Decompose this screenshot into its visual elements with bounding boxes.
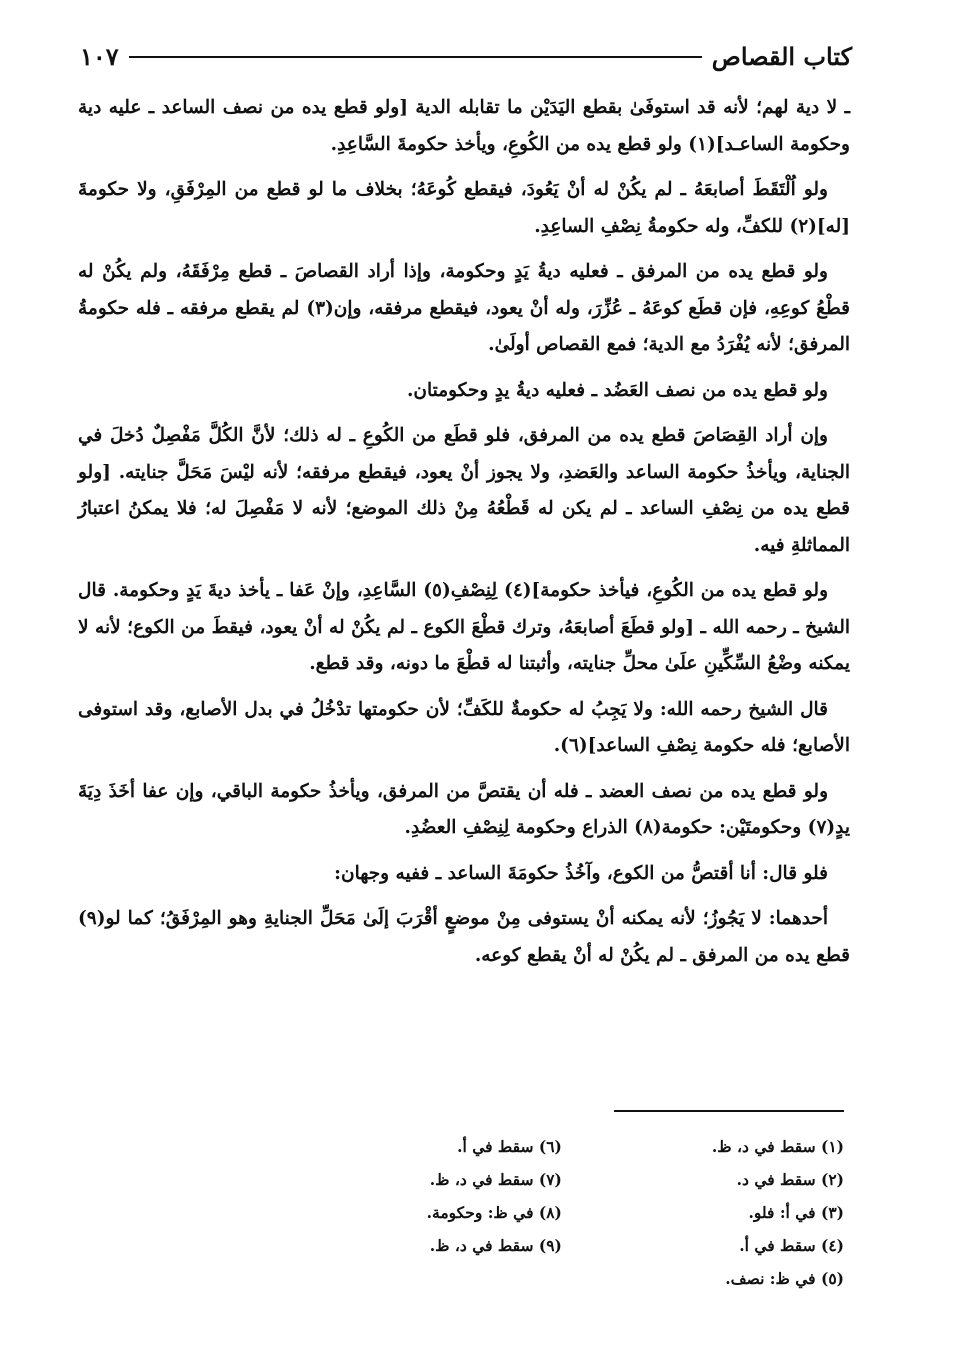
running-title: كتاب القصاص [711, 42, 852, 71]
page-number: ١٠٧ [80, 42, 119, 71]
page-header [80, 42, 852, 71]
footnote: (٢) سقط في د. [736, 1170, 844, 1189]
footnote: (٧) سقط في د، ظ. [429, 1170, 562, 1189]
header-rule [129, 56, 702, 58]
footnote: (٣) في أ: فلو. [748, 1203, 844, 1222]
paragraph: ولو قطع يده من نصف العَضُد ـ فعليه ديةُ يدٍ وحكومتان. [406, 379, 828, 401]
footnotes-column-left [427, 1130, 562, 1295]
footnotes-column-right [712, 1130, 844, 1295]
footnote: (٦) سقط في أ. [457, 1137, 562, 1156]
footnote: (١) سقط في د، ظ. [711, 1137, 844, 1156]
footnote: (٨) في ظ: وحكومة. [426, 1203, 562, 1222]
paragraph: فلو قال: أنا أقتصُّ من الكوع، وآخُذُ حكومَةَ الساعد ـ ففيه وجهان: [334, 862, 828, 884]
paragraph: وإن أراد القِصَاصَ قطع يده من المرفق، فلو قطَع من الكُوعِ ـ له ذلك؛ لأنَّ الكُلَّ مَفْصِلٌ دُخلَ في الجناية، ويأخذُ حكومة الساعد والعَضدِ، ولا يجوز أنْ يعود، فيقطع مرفقه؛ لأنه ليْسَ مَحَلَّ جنايته. [ولو قطع يده من نِصْفِ الساعد ـ لم يكن له قَطْعُهُ مِنْ ذلك الموضع؛ لأنه لا مَفْصِلَ له؛ فلا يمكنُ اعتبارُ المماثلةِ فيه. [78, 425, 850, 556]
footnote: (٩) سقط في د، ظ. [429, 1236, 562, 1255]
paragraph: ولو قطع يده من الكُوعِ، فيأخذ حكومة](٤) لِنِصْفِ(٥) السَّاعِدِ، وإنْ عَفا ـ يأخذ ديةَ يَدٍ وحكومة. قال الشيخ ـ رحمه الله ـ [ولو قطَعَ أصابعَهُ، وترك قطْعَ الكوع ـ لم يكُنْ له أنْ يعود، فيقطَ من الكوع؛ لأنه لا يمكنه وضْعُ السِّكِّينِ علَىٰ محلِّ جنايته، وأثبتنا له قطْعَ ما دونه، وقد قطع. [78, 580, 850, 674]
footnote: (٤) سقط في أ. [739, 1236, 844, 1255]
paragraph: ولو قطع يده من المرفق ـ فعليه ديةُ يَدٍ وحكومة، وإذا أراد القصاصَ ـ قطع مِرْفَقَهُ، ولم يكُنْ له قطْعُ كوعِهِ، فإن قطَع كوعَهُ ـ عُزِّرَ، وله أنْ يعود، فيقطع مرفقه، وإن(٣) لم يقطع مرفقه ـ فله حكومةُ المرفق؛ لأنه يُفْرَدُ مع الدية؛ فمع القصاص أولَىٰ. [78, 261, 850, 355]
paragraph: ـ لا دية لهم؛ لأنه قد استوفَىٰ بقطع اليَدَيْن ما تقابله الدية [ولو قطع يده من نصف الساعد ـ عليه دية وحكومة الساعـد](١) ولو قطع يده من الكُوعِ، ويأخذ حكومةَ السَّاعِدِ. [78, 97, 850, 155]
footnote: (٥) في ظ: نصف. [725, 1269, 844, 1288]
main-text [78, 90, 850, 983]
paragraph: قال الشيخ رحمه الله: ولا يَجِبُ له حكومةٌ للكَفِّ؛ لأن حكومتها تدْخُلُ في بدل الأصابع، وقد استوفى الأصابع؛ فله حكومة نِصْفِ الساعد](٦). [78, 698, 850, 756]
paragraph: ولو اُلْتَقَطَ أصابعَهُ ـ لم يكُنْ له أنْ يَعُودَ، فيقطع كُوعَهُ؛ بخلاف ما لو قطع من المِرْفَقِ، ولا حكومةَ [له](٢) للكفِّ، وله حكومةُ نِصْفِ الساعِدِ. [78, 179, 850, 237]
footnote-separator [614, 1110, 844, 1112]
footnotes [250, 1130, 844, 1295]
paragraph: ولو قطع يده من نصف العضد ـ فله أن يقتصَّ من المرفق، ويأخذُ حكومة الباقي، وإن عفا أخَذَ دِيَةَ يدٍ(٧) وحكومتَيْن: حكومة(٨) الذراع وحكومة لِنِصْفِ العضُدِ. [78, 780, 850, 838]
paragraph: أحدهما: لا يَجُوزُ؛ لأنه يمكنه أنْ يستوفى مِنْ موضعٍ أقْرَبَ إلَىٰ مَحَلِّ الجنايةِ وهو المِرْفَقُ؛ كما لو(٩) قطع يده من المرفق ـ لم يكُنْ له أنْ يقطع كوعه. [78, 908, 850, 966]
